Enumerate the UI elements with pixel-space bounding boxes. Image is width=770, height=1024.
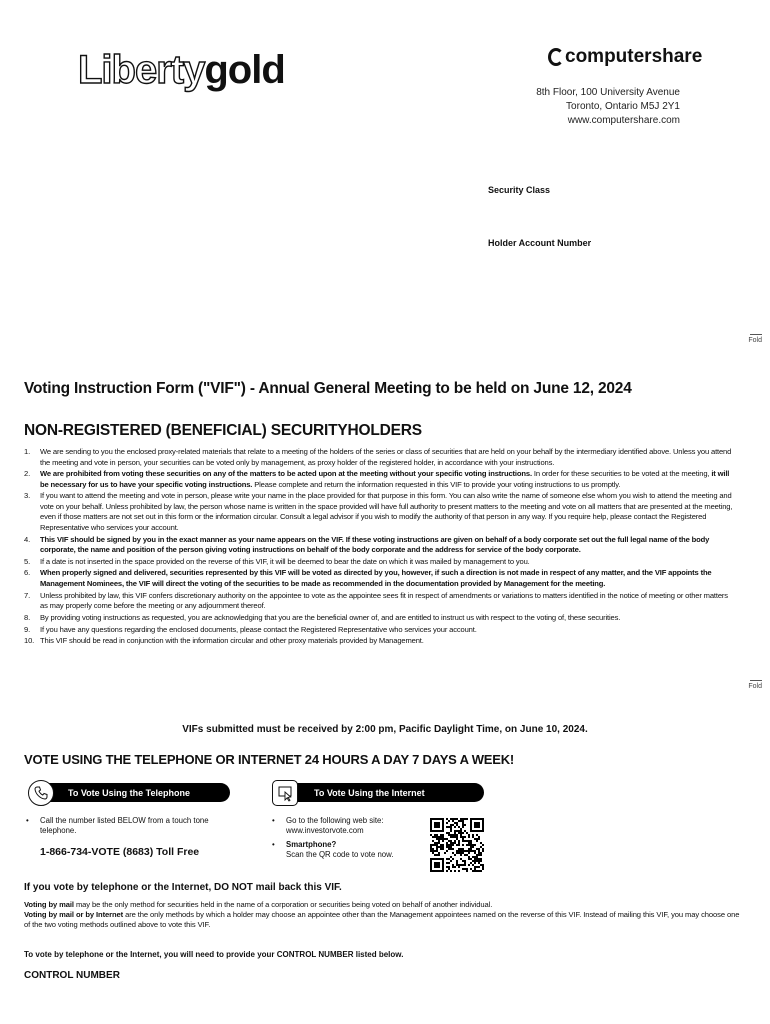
smartphone-bullet: • Smartphone? Scan the QR code to vote now. [272, 840, 394, 859]
instruction-item [24, 557, 736, 568]
agent-address [536, 86, 680, 128]
instructions-list [24, 447, 736, 648]
item-bold: When properly signed and delivered, securities represented by this VIF will be voted as directed by you, however, if such a direction is not made in respect of any matter, and the VIF appoints the Management Nominees, the VIF will direct the voting of the securities to be made as recommended in the documentation provided by Management for the meeting. [40, 568, 712, 588]
address-line: 8th Floor, 100 University Avenue [536, 87, 680, 98]
item-number: 9. [24, 624, 31, 634]
qr-instruction: Scan the QR code to vote now. [286, 850, 394, 859]
smartphone-label: Smartphone? [286, 840, 337, 849]
computershare-logo-text: computershare [565, 46, 703, 67]
item-number: 6. [24, 568, 31, 578]
item-number: 2. [24, 469, 31, 479]
cursor-icon [272, 780, 298, 806]
item-number: 8. [24, 612, 31, 622]
item-text: Unless prohibited by law, this VIF confers discretionary authority on the appointee to vote as the appointee sees fit in respect of amendments or variations to matters identified in the notice of meeting or other matters as may properly come before the meeting or any adjournment thereof. [40, 590, 728, 611]
mail-voting-text: may be the only method for securities held in the name of a corporation or securities being voted on behalf of another individual. [73, 900, 493, 909]
fold-mark: Fold [748, 680, 762, 690]
telephone-instruction: Call the number listed BELOW from a touch tone telephone. [40, 816, 209, 835]
form-title: Voting Instruction Form ("VIF") - Annual General Meeting to be held on June 12, 2024 [24, 380, 632, 397]
fold-mark: Fold [748, 334, 762, 344]
submission-deadline: VIFs submitted must be received by 2:00 pm, Pacific Daylight Time, on June 10, 2024. [182, 724, 588, 735]
telephone-bullet: • Call the number listed BELOW from a touch tone telephone. [26, 816, 209, 835]
instruction-item [24, 491, 736, 533]
instruction-item [24, 613, 736, 624]
item-bold2: it will be necessary for us to have your specific voting instructions. [40, 469, 730, 489]
address-line: Toronto, Ontario M5J 2Y1 [566, 101, 680, 112]
instruction-item [24, 469, 736, 490]
item-text: If you have any questions regarding the enclosed documents, please contact the Registered Representative who services your account. [40, 624, 477, 634]
item-number: 1. [24, 447, 31, 456]
mail-voting-bold: Voting by mail [24, 900, 74, 909]
item-number: 5. [24, 556, 31, 566]
item-number: 3. [24, 491, 31, 501]
section-heading: NON-REGISTERED (BENEFICIAL) SECURITYHOLDERS [24, 422, 422, 439]
instruction-item [24, 625, 736, 636]
item-text: By providing voting instructions as requested, you are acknowledging that you are the beneficial owner of, and are entitled to instruct us with respect to the voting of, these securities. [40, 612, 621, 622]
control-instruction: To vote by telephone or the Internet, you will need to provide your CONTROL NUMBER listed below. [24, 950, 404, 959]
item-text: In order for these securities to be voted at the meeting, [531, 469, 712, 479]
vote-heading: VOTE USING THE TELEPHONE OR INTERNET 24 HOURS A DAY 7 DAYS A WEEK! [24, 752, 515, 767]
item-number: 10. [24, 636, 35, 646]
internet-bullet: • Go to the following web site: www.investorvote.com [272, 816, 384, 835]
computershare-logo [548, 46, 702, 68]
item-bold: This VIF should be signed by you in the exact manner as your name appears on the VIF. If these voting instructions are given on behalf of a body corporate set out the full legal name of the body corporate, the name and position of the person giving voting instructions on behalf of the body corporate and the address for service of the body corporate. [40, 534, 710, 555]
logo-text-dark: gold [204, 48, 285, 92]
computershare-mark-icon [548, 48, 564, 66]
item-text: If you want to attend the meeting and vote in person, please write your name in the place provided for that purpose in this form. You can also write the name of someone else whom you wish to attend the meeting and vote on your behalf. Unless prohibited by law, the person whose name is written in the space provided will have full authority to present matters to the meeting and vote on all matters that are presented at the meeting, even if those matters are not set out in this form or the information circular. Consult a legal advisor if you wish to modify the authority of that person in any way. If you require help, please contact the Registered Representative who services your account. [40, 491, 733, 532]
item-text: If a date is not inserted in the space provided on the reverse of this VIF, it will be deemed to bear the date on which it was mailed by management to you. [40, 556, 530, 566]
holder-account-label: Holder Account Number [488, 238, 592, 248]
internet-instruction: Go to the following web site: [286, 816, 384, 825]
do-not-mail-notice: If you vote by telephone or the Internet, DO NOT mail back this VIF. [24, 882, 342, 893]
item-number: 4. [24, 534, 31, 544]
telephone-number[interactable]: 1-866-734-VOTE (8683) Toll Free [40, 846, 200, 858]
address-line: www.computershare.com [567, 115, 680, 126]
instruction-item [24, 447, 736, 468]
instruction-item [24, 636, 736, 647]
logo-text-light: Liberty [78, 48, 205, 92]
control-number-label: CONTROL NUMBER [24, 970, 120, 981]
mail-voting-info [24, 900, 740, 930]
item-text: We are sending to you the enclosed proxy-related materials that relate to a meeting of the holders of the series or class of securities that are held on your behalf by the intermediary identified above. Unless you attend the meeting and vote in person, your securities can be voted only by management, as proxy holder of the registered holder, in accordance with your instructions. [40, 447, 732, 467]
item-text2: Please complete and return the information requested in this VIF to provide your voting instructions to us promptly. [252, 479, 621, 489]
liberty-gold-logo [78, 50, 285, 90]
item-number: 7. [24, 590, 31, 600]
telephone-vote-header [36, 783, 230, 802]
item-text: This VIF should be read in conjunction with the information circular and other proxy materials provided by Management. [40, 636, 424, 646]
instruction-item [24, 591, 736, 612]
qr-code[interactable] [430, 818, 484, 872]
mail-internet-text: are the only methods by which a holder may choose an appointee other than the Management appointees named on the reverse of this VIF. Instead of mailing this VIF, you may choose one of the two voting methods outlined above to vote this VIF. [24, 910, 740, 929]
website-link[interactable]: www.investorvote.com [286, 826, 364, 835]
item-bold: We are prohibited from voting these securities on any of the matters to be acted upon at the meeting without your specific voting instructions. [40, 469, 532, 479]
internet-vote-header [284, 783, 484, 802]
internet-vote-title: To Vote Using the Internet [314, 787, 425, 798]
security-class-label: Security Class [488, 185, 551, 195]
mail-internet-bold: Voting by mail or by Internet [24, 910, 124, 919]
instruction-item [24, 568, 736, 589]
instruction-item [24, 535, 736, 556]
phone-icon [28, 780, 54, 806]
telephone-vote-title: To Vote Using the Telephone [68, 787, 191, 798]
